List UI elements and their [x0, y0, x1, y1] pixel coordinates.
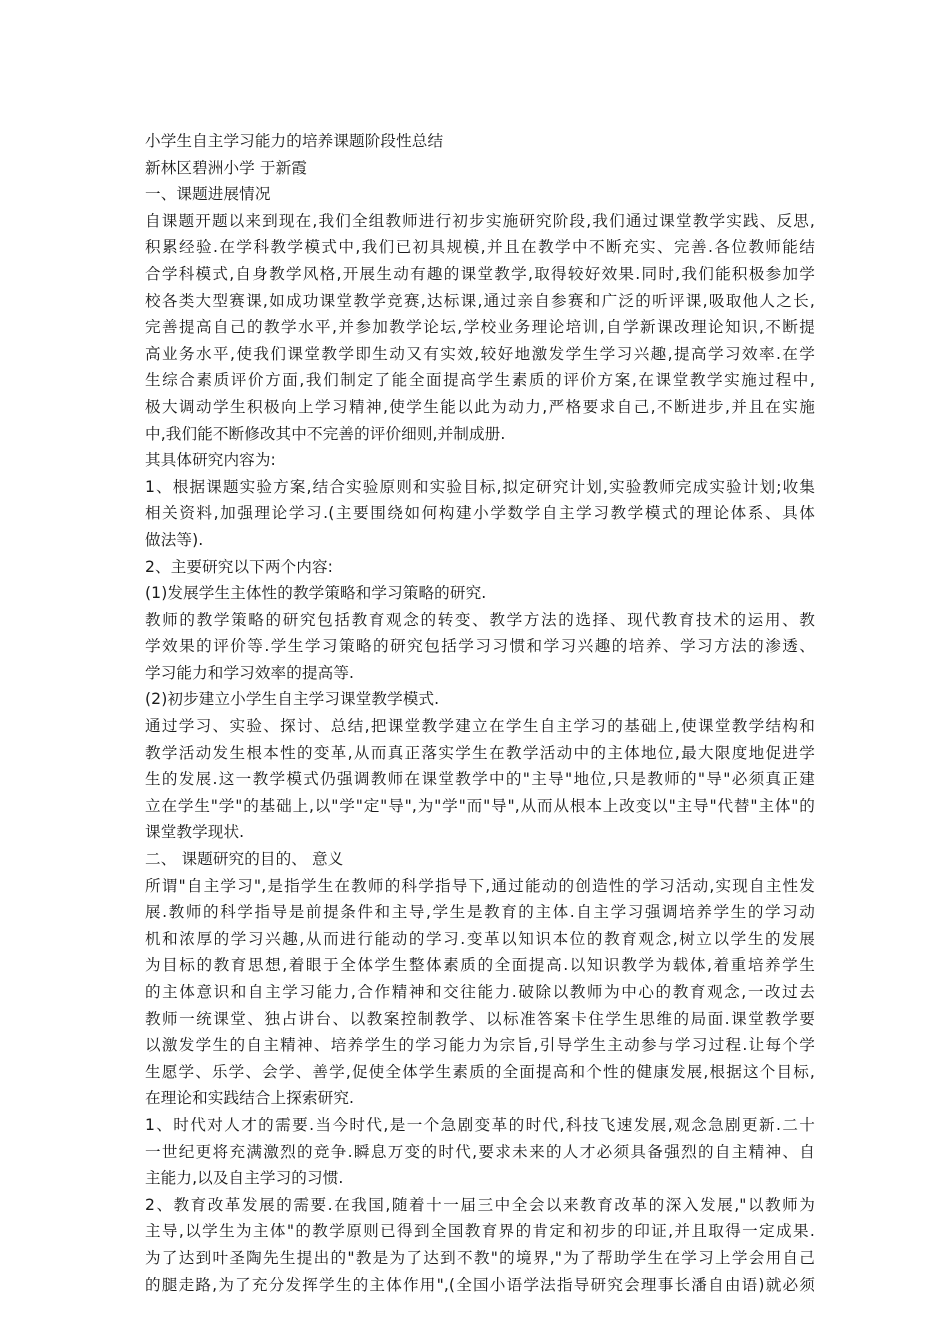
text-line: 机和浓厚的学习兴趣,从而进行能动的学习.变革以知识本位的教育观念,树立以学生的发展: [145, 929, 815, 948]
subitem-1-heading: (1)发展学生主体性的教学策略和学习策略的研究.: [145, 584, 487, 603]
text-line: 生愿学、乐学、会学、善学,促使全体学生素质的全面提高和个性的健康发展,根据这个目标,: [145, 1062, 815, 1081]
text-line: 中,我们能不断修改其中不完善的评价细则,并制成册.: [145, 424, 506, 443]
document-page: [145, 128, 815, 1298]
section-heading-purpose: 二、 课题研究的目的、 意义: [145, 850, 344, 869]
text-line: 学效果的评价等.学生学习策略的研究包括学习习惯和学习兴趣的培养、学习方法的渗透、: [145, 637, 815, 656]
text-line: 主导,以学生为主体"的教学原则已得到全国教育界的肯定和初步的印证,并且取得一定成果.: [145, 1222, 815, 1241]
paragraph-purpose: [145, 873, 815, 1112]
section-heading-progress: 一、课题进展情况: [145, 185, 271, 204]
paragraph-subitem-2: [145, 713, 815, 846]
text-line: 教师一统课堂、独占讲台、以教案控制教学、以标准答案卡住学生思维的局面.课堂教学要: [145, 1009, 815, 1028]
text-line: 生的发展.这一教学模式仍强调教师在课堂教学中的"主导"地位,只是教师的"导"必须真正建: [145, 770, 815, 789]
paragraph-progress-summary: [145, 208, 815, 447]
paragraph-subitem-1: [145, 607, 815, 687]
paragraph-era-needs: [145, 1112, 815, 1192]
text-line: 以激发学生的自主精神、培养学生的学习能力为宗旨,引导学生主动参与学习过程.让每个学: [145, 1036, 815, 1055]
text-line: 完善提高自己的教学水平,并参加教学论坛,学校业务理论培训,自学新课改理论知识,不断提: [145, 318, 815, 337]
text-line: 极大调动学生积极向上学习精神,使学生能以此为动力,严格要求自己,不断进步,并且在实施: [145, 397, 815, 416]
text-line: 课堂教学现状.: [145, 823, 245, 842]
text-line: 为目标的教育思想,着眼于全体学生整体素质的全面提高.以知识教学为载体,着重培养学生: [145, 956, 815, 975]
text-line: 教师的教学策略的研究包括教育观念的转变、教学方法的选择、现代教育技术的运用、教: [145, 610, 815, 629]
text-line: 生综合素质评价方面,我们制定了能全面提高学生素质的评价方案,在课堂教学实施过程中,: [145, 371, 815, 390]
text-line: 立在学生"学"的基础上,以"学"定"导",为"学"而"导",从而从根本上改变以"主导"代替"主体"的: [145, 796, 815, 815]
text-line: 2、教育改革发展的需要.在我国,随着十一届三中全会以来教育改革的深入发展,"以教师为: [145, 1195, 815, 1214]
text-line: 的主体意识和自主学习能力,合作精神和交往能力.破除以教师为中心的教育观念,一改过去: [145, 983, 815, 1001]
text-line: 的腿走路,为了充分发挥学生的主体作用",(全国小语学法指导研究会理事长潘自由语)就必须: [145, 1275, 815, 1294]
text-line: 通过学习、实验、探讨、总结,把课堂教学建立在学生自主学习的基础上,使课堂教学结构和: [145, 717, 815, 736]
document-author: 新林区碧洲小学 于新霞: [145, 158, 307, 177]
text-line: 教学活动发生根本性的变革,从而真正落实学生在教学活动中的主体地位,最大限度地促进学: [145, 743, 815, 762]
paragraph-item-1: [145, 474, 815, 554]
text-line: 展.教师的科学指导是前提条件和主导,学生是教育的主体.自主学习强调培养学生的学习动: [145, 903, 815, 922]
paragraph-item-2: 2、主要研究以下两个内容:: [145, 557, 334, 576]
text-line: 1、时代对人才的需要.当今时代,是一个急剧变革的时代,科技飞速发展,观念急剧更新.二十: [145, 1115, 815, 1134]
text-line: 所谓"自主学习",是指学生在教师的科学指导下,通过能动的创造性的学习活动,实现自主性发: [145, 876, 815, 895]
document-title: 小学生自主学习能力的培养课题阶段性总结: [145, 132, 444, 150]
text-line: 为了达到叶圣陶先生提出的"教是为了达到不教"的境界,"为了帮助学生在学习上学会用自己: [145, 1248, 815, 1267]
text-line: 学习能力和学习效率的提高等.: [145, 663, 355, 682]
paragraph-reform-needs: [145, 1192, 815, 1298]
paragraph-research-content-intro: 其具体研究内容为:: [145, 451, 276, 470]
text-line: 自课题开题以来到现在,我们全组教师进行初步实施研究阶段,我们通过课堂教学实践、反思,: [145, 211, 815, 230]
text-line: 相关资料,加强理论学习.(主要围绕如何构建小学数学自主学习教学模式的理论体系、具体: [145, 504, 815, 523]
text-line: 校各类大型赛课,如成功课堂教学竞赛,达标课,通过亲自参赛和广泛的听评课,吸取他人之长,: [145, 291, 815, 310]
text-line: 积累经验.在学科教学模式中,我们已初具规模,并且在教学中不断充实、完善.各位教师能结: [145, 238, 815, 257]
text-line: 合学科模式,自身教学风格,开展生动有趣的课堂教学,取得较好效果.同时,我们能积极参加学: [145, 264, 815, 283]
text-line: 主能力,以及自主学习的习惯.: [145, 1169, 344, 1188]
subitem-2-heading: (2)初步建立小学生自主学习课堂教学模式.: [145, 690, 440, 709]
text-line: 做法等).: [145, 530, 204, 549]
text-line: 高业务水平,使我们课堂教学即生动又有实效,较好地激发学生学习兴趣,提高学习效率.在学: [145, 344, 815, 363]
text-line: 一世纪更将充满激烈的竞争.瞬息万变的时代,要求未来的人才必须具备强烈的自主精神、自: [145, 1142, 815, 1161]
text-line: 1、根据课题实验方案,结合实验原则和实验目标,拟定研究计划,实验教师完成实验计划;收集: [145, 477, 815, 496]
text-line: 在理论和实践结合上探索研究.: [145, 1089, 355, 1108]
